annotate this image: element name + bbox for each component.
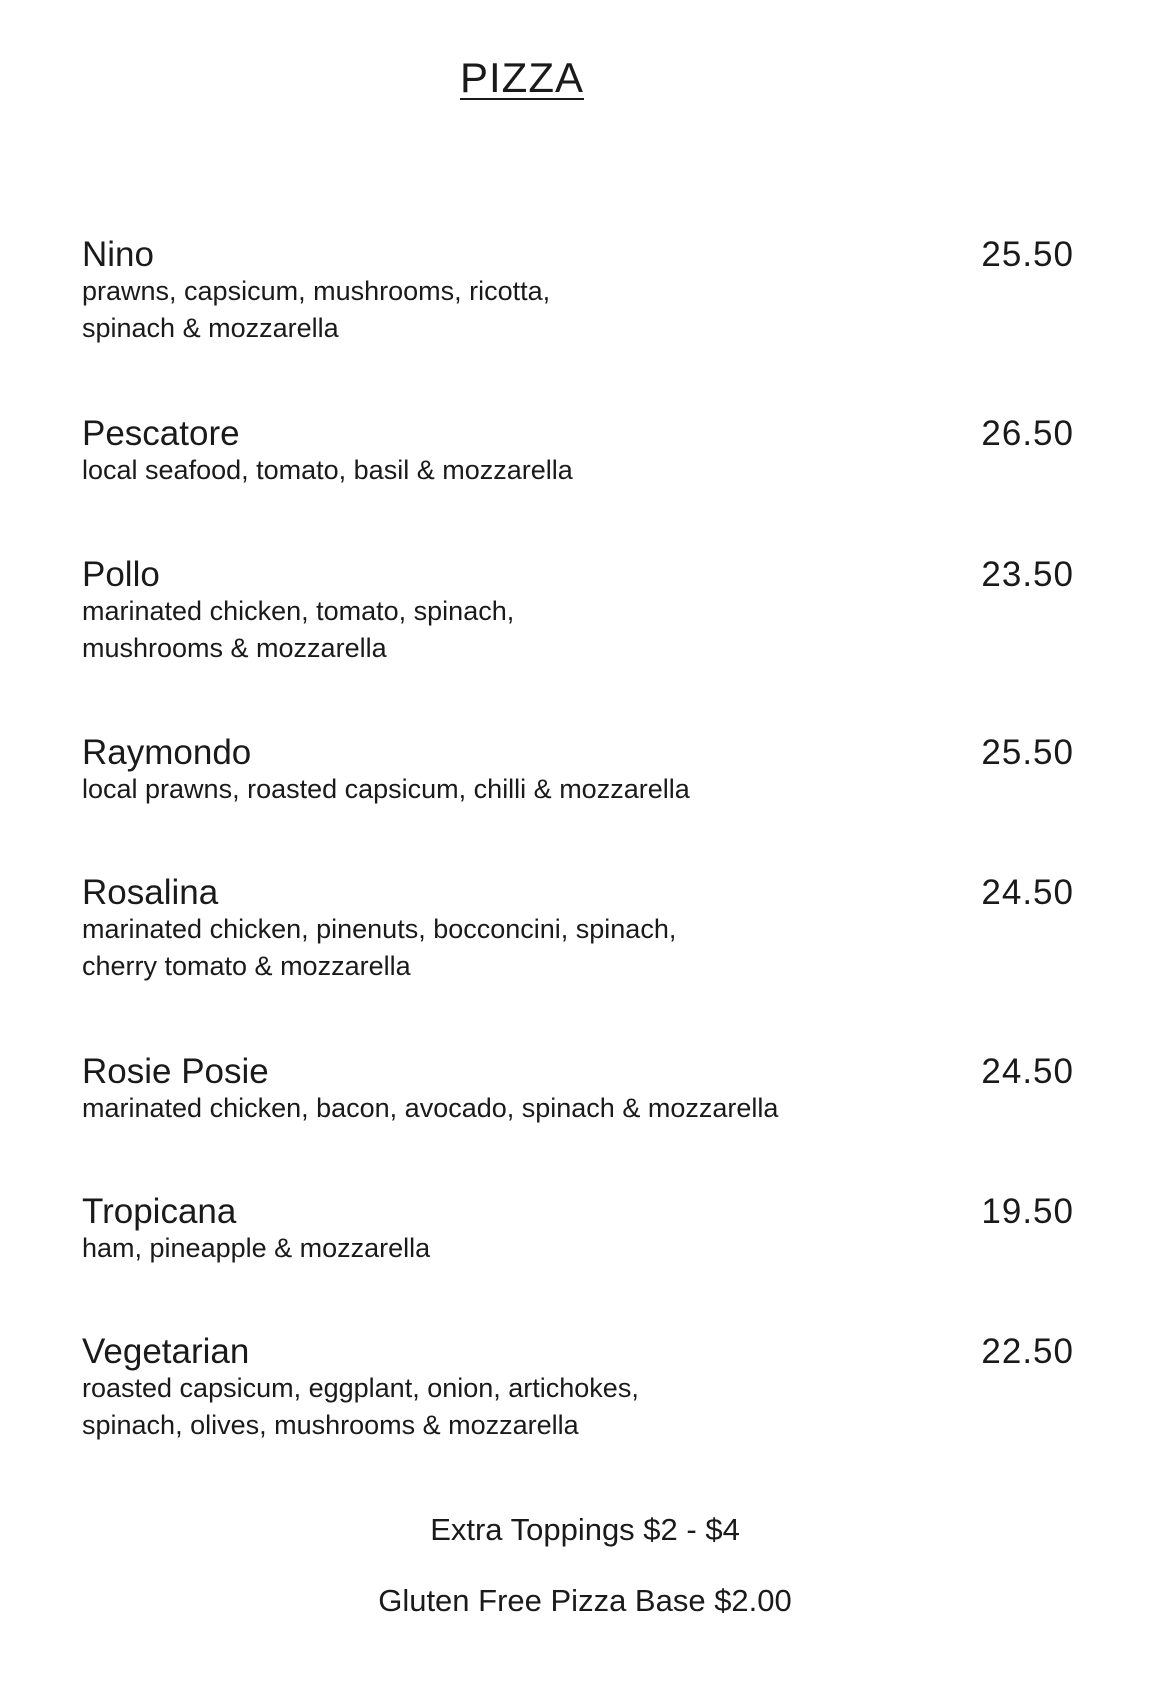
menu-item-price: 24.50 [981,873,1074,912]
menu-item-description [82,1370,902,1444]
menu-item-price: 23.50 [981,555,1074,594]
menu-item-header [82,412,1074,456]
menu-item-name: Pescatore [82,414,240,453]
menu-item-price: 25.50 [981,733,1074,772]
menu-item-description-line: spinach & mozzarella [82,313,339,343]
menu-item-header [82,1190,1074,1234]
menu-item-price: 26.50 [981,414,1074,453]
menu-item-tropicana [82,1190,1074,1267]
menu-item-name: Tropicana [82,1192,237,1231]
menu-item-description [82,1230,902,1267]
menu-item-description [82,273,902,347]
menu-item-description [82,771,902,808]
menu-item-description-line: spinach, olives, mushrooms & mozzarella [82,1410,579,1440]
extra-toppings-note: Extra Toppings $2 - $4 [430,1512,740,1547]
menu-item-header [82,233,1074,277]
menu-item-description-line: local seafood, tomato, basil & mozzarella [82,455,573,485]
menu-item-price: 22.50 [981,1332,1074,1371]
menu-item-name: Pollo [82,555,160,594]
menu-item-price: 25.50 [981,235,1074,274]
gluten-free-note: Gluten Free Pizza Base $2.00 [378,1583,792,1618]
menu-item-rosalina [82,871,1074,985]
menu-item-description-line: ham, pineapple & mozzarella [82,1233,431,1263]
menu-item-name: Nino [82,235,154,274]
menu-item-price: 24.50 [981,1052,1074,1091]
menu-title [0,52,1044,104]
menu-item-description-line: marinated chicken, pinenuts, bocconcini, spinach, [82,914,677,944]
menu-item-description-line: prawns, capsicum, mushrooms, ricotta, [82,276,551,306]
menu-item-name: Vegetarian [82,1332,250,1371]
menu-item-header [82,1050,1074,1094]
menu-item-name: Rosalina [82,873,219,912]
menu-item-vegetarian [82,1330,1074,1444]
menu-item-description-line: marinated chicken, bacon, avocado, spinach & mozzarella [82,1093,779,1123]
menu-item-name: Rosie Posie [82,1052,269,1091]
menu-item-header [82,553,1074,597]
menu-item-rosie-posie [82,1050,1074,1127]
menu-item-header [82,871,1074,915]
menu-item-raymondo [82,731,1074,808]
menu-item-name: Raymondo [82,733,252,772]
menu-item-description [82,911,902,985]
menu-item-pollo [82,553,1074,667]
menu-item-price: 19.50 [981,1192,1074,1231]
menu-item-description-line: mushrooms & mozzarella [82,633,387,663]
menu-title-text: PIZZA [459,54,584,101]
menu-item-description-line: roasted capsicum, eggplant, onion, artichokes, [82,1373,639,1403]
menu-item-pescatore [82,412,1074,489]
menu-item-description-line: cherry tomato & mozzarella [82,951,411,981]
menu-item-description-line: local prawns, roasted capsicum, chilli & mozzarella [82,774,690,804]
menu-item-description [82,452,902,489]
menu-item-description [82,593,902,667]
menu-item-description [82,1090,902,1127]
menu-item-header [82,731,1074,775]
menu-item-header [82,1330,1074,1374]
menu-item-nino [82,233,1074,347]
menu-item-description-line: marinated chicken, tomato, spinach, [82,596,515,626]
